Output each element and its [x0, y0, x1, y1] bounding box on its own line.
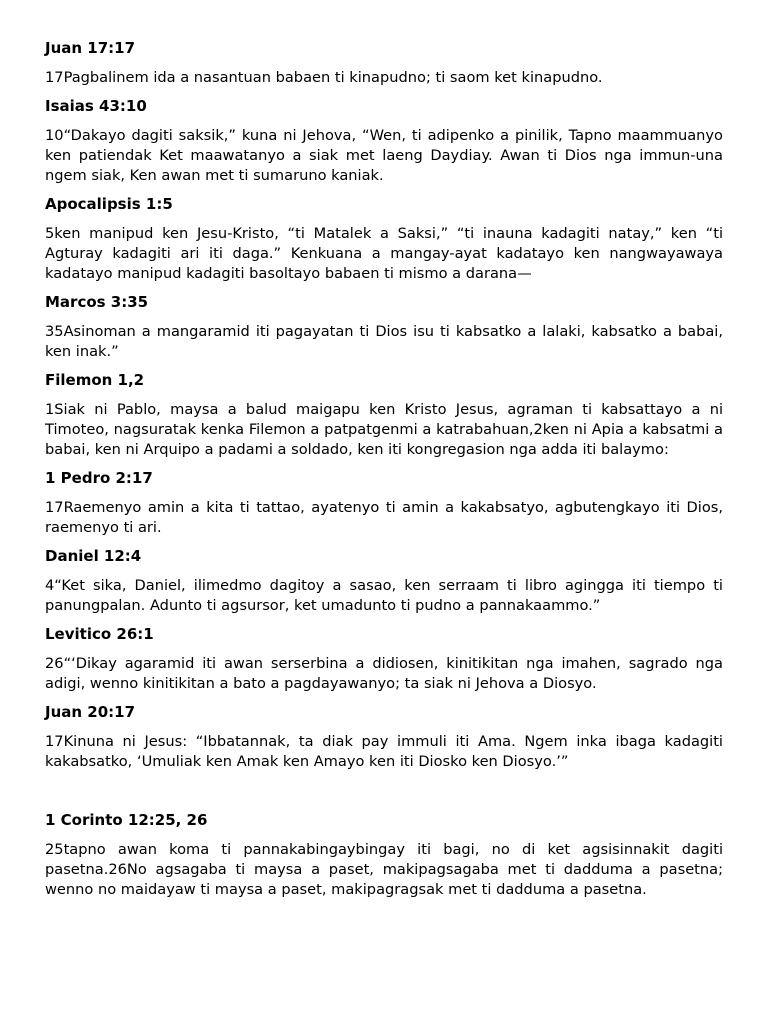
document-page	[45, 38, 723, 908]
verse-text: 4“Ket sika, Daniel, ilimedmo dagitoy a sasao, ken serraam ti libro agingga iti tiempo ti panungpalan. Adunto ti agsursor, ket umaduntо ti pudno a pannakaammo.”	[45, 577, 723, 614]
verse-entry-levitico-26-1	[45, 624, 723, 694]
blank-spacer	[45, 780, 723, 810]
verse-entry-juan-17-17	[45, 38, 723, 88]
verse-text: 1Siak ni Pablo, maysa a balud maigapu ken Kristo Jesus, agraman ti kabsattayo a ni Timoteo, nagsuratak kenka Filemon a patpatgenmi a katrabahuan,2ken ni Apia a kabsatmi a babai, ken ni Arquipo a padami a soldado, ken iti kongregasion nga adda iti balaymo:	[45, 401, 723, 458]
verse-entry-filemon-1-2	[45, 370, 723, 460]
verse-reference: 1 Pedro 2:17	[45, 469, 153, 487]
verse-reference: Isaias 43:10	[45, 97, 147, 115]
verse-entry-daniel-12-4	[45, 546, 723, 616]
verse-reference: Apocalipsis 1:5	[45, 195, 173, 213]
verse-entry-marcos-3-35	[45, 292, 723, 362]
verse-text: 5ken manipud ken Jesu-Kristo, “ti Matalek a Saksi,” “ti inauna kadagiti natay,” ken “ti Agturay kadagiti ari iti daga.” Kenkuana a mangay-ayat kadatayo ken nangwayawaya kadatayo manipud kadagiti basoltayo babaen ti mismo a darana—	[45, 225, 723, 282]
verse-reference: Daniel 12:4	[45, 547, 142, 565]
verse-text: 17Raemenyo amin a kita ti tattao, ayatenyo ti amin a kakabsatyo, agbutengkayo iti Dios, raemenyo ti ari.	[45, 499, 723, 536]
verse-entry-juan-20-17	[45, 702, 723, 772]
verse-text: 25tapno awan koma ti pannakabingaybingay iti bagi, no di ket agsisinnakit dagiti pasetna.26No agsagaba ti maysa a paset, makipagsagaba met ti dadduma a pasetna; wenno no maidayaw ti maysa a paset, makipagragsak met ti dadduma a pasetna.	[45, 841, 723, 898]
verse-entry-1-pedro-2-17	[45, 468, 723, 538]
verse-reference: Juan 20:17	[45, 703, 136, 721]
verse-text: 10“Dakayo dagiti saksik,” kuna ni Jehova, “Wen, ti adipenko a pinilik, Tapno maammuanyo ken patiendak Ket maawatanyo a siak met laeng Daydiay. Awan ti Dios nga immun-una ngem siak, Ken awan met ti sumaruno kaniak.	[45, 127, 723, 184]
verse-text: 17Pagbalinem ida a nasantuan babaen ti kinapudno; ti saom ket kinapudno.	[45, 69, 603, 86]
verse-reference: Filemon 1,2	[45, 371, 145, 389]
verse-text: 35Asinoman a mangaramid iti pagayatan ti Dios isu ti kabsatko a lalaki, kabsatko a babai, ken inak.”	[45, 323, 723, 360]
verse-entry-isaias-43-10	[45, 96, 723, 186]
verse-entry-1-corinto-12-25-26	[45, 810, 723, 900]
verse-text: 26“‘Dikay agaramid iti awan serserbina a didiosen, kinitikitan nga imahen, sagrado nga adigi, wenno kinitikitan a bato a pagdayawanyo; ta siak ni Jehova a Diosyo.	[45, 655, 723, 692]
verse-reference: 1 Corinto 12:25, 26	[45, 811, 208, 829]
verse-text: 17Kinuna ni Jesus: “Ibbatannak, ta diak pay immuli iti Ama. Ngem inka ibaga kadagiti kakabsatko, ‘Umuliak ken Amak ken Amayo ken iti Diosko ken Diosyo.’”	[45, 733, 723, 770]
verse-reference: Levitico 26:1	[45, 625, 154, 643]
verse-reference: Marcos 3:35	[45, 293, 149, 311]
verse-entry-apocalipsis-1-5	[45, 194, 723, 284]
verse-reference: Juan 17:17	[45, 39, 136, 57]
